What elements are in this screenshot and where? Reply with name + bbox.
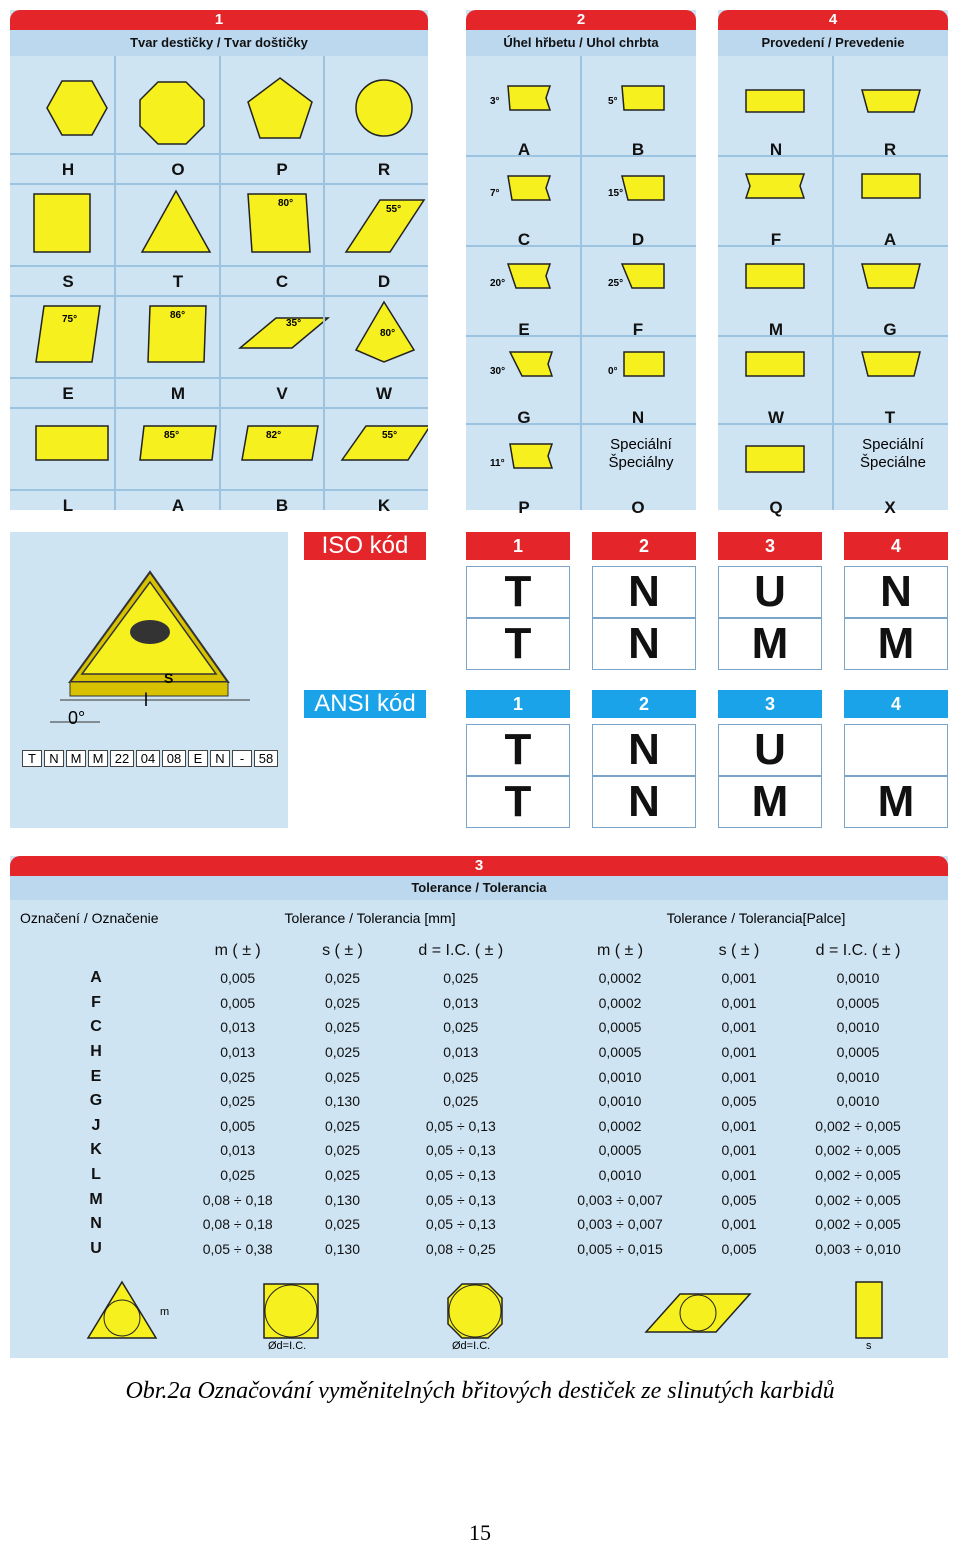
tol-value-cell: 0,001 (721, 970, 757, 987)
tol-code-cell: C (90, 1018, 102, 1036)
rhombus-55-shape (346, 200, 424, 252)
tol-value-cell: 0,001 (721, 1019, 757, 1036)
tol-value-cell: 0,025 (220, 1167, 256, 1184)
tol-value-cell: 0,025 (220, 1093, 256, 1110)
tol-value-cell: 0,005 (220, 994, 256, 1011)
tol-value-cell: 0,013 (220, 1019, 256, 1036)
clearance-label: G (517, 408, 531, 427)
tol-code-cell: L (91, 1166, 101, 1184)
tol-value-cell: 0,0005 (598, 1019, 642, 1036)
shape-label: H (61, 160, 75, 179)
clearance-label: B (631, 140, 645, 159)
angle-label: 3° (490, 96, 500, 107)
rhombus-35-shape (240, 318, 328, 348)
special-cz: Speciální (610, 436, 672, 453)
tol-value-cell: 0,025 (443, 1019, 479, 1036)
tol-value-cell: 0,08 ÷ 0,18 (202, 1216, 273, 1233)
tol-value-cell: 0,025 (324, 1167, 361, 1184)
shape-label: V (276, 384, 288, 403)
design-label: X (884, 498, 896, 517)
tol-value-cell: 0,013 (443, 1044, 479, 1061)
special-cz: Speciální (862, 436, 924, 453)
tol-value-cell: 0,002 ÷ 0,005 (815, 1191, 901, 1208)
tol-value-cell: 0,025 (220, 1068, 256, 1085)
figure-caption: Obr.2a Označování vyměnitelných břitových destiček ze slinutých karbidů (125, 1378, 835, 1404)
shape-panel-title: Tvar destičky / Tvar doštičky (10, 30, 428, 56)
tolerance-group-in: Tolerance / Tolerancia[Palce] (666, 910, 846, 926)
tol-value-cell: 0,0010 (598, 1167, 642, 1184)
tol-value-cell: 0,0010 (598, 1068, 642, 1085)
clearance-panel-title: Úhel hřbetu / Uhol chrbta (466, 30, 696, 56)
design-label: G (883, 320, 897, 339)
table-row (20, 1212, 938, 1237)
ansi-head: 3 (718, 690, 822, 718)
shape-label: D (377, 272, 391, 291)
tol-code-cell: K (90, 1141, 102, 1159)
tol-value-cell: 0,0005 (598, 1142, 642, 1159)
ansi-cell: N (592, 724, 696, 776)
angle-label: 82° (266, 430, 282, 441)
tol-diag-d: Ød=I.C. (268, 1340, 307, 1352)
tol-value-cell: 0,025 (324, 1068, 361, 1085)
tol-value-cell: 0,0010 (836, 970, 880, 987)
angle-label: 86° (170, 310, 186, 321)
tol-diag-m: m (160, 1306, 170, 1318)
ansi-cell: T (466, 724, 570, 776)
triangle-shape (142, 191, 210, 252)
iso-label: ISO kód (304, 532, 426, 560)
ansi-head: 2 (592, 690, 696, 718)
ansi-head: 4 (844, 690, 948, 718)
tol-code-cell: H (90, 1043, 102, 1061)
tol-value-cell: 0,0005 (836, 994, 880, 1011)
table-row (20, 1237, 938, 1262)
tol-value-cell: 0,05 ÷ 0,13 (425, 1142, 496, 1159)
iso-head: 1 (466, 532, 570, 560)
tol-value-cell: 0,025 (324, 1142, 361, 1159)
ansi-head: 1 (466, 690, 570, 718)
ansi-cell (844, 724, 948, 776)
tol-value-cell: 0,013 (220, 1044, 256, 1061)
tol-value-cell: 0,05 ÷ 0,13 (425, 1216, 496, 1233)
tol-value-cell: 0,003 ÷ 0,007 (577, 1191, 663, 1208)
tol-value-cell: 0,05 ÷ 0,13 (425, 1117, 496, 1134)
angle-label: 25° (608, 278, 624, 289)
table-row (20, 1089, 938, 1114)
tol-code-cell: F (91, 993, 101, 1011)
design-label: W (767, 408, 785, 427)
iso-head: 3 (718, 532, 822, 560)
tol-value-cell: 0,001 (721, 1117, 757, 1134)
angle-label: 55° (386, 204, 402, 215)
angle-label: 7° (490, 188, 500, 199)
shape-panel-number: 1 (10, 10, 428, 30)
table-row (20, 1015, 938, 1040)
tol-value-cell: 0,001 (721, 994, 757, 1011)
angle-label: 85° (164, 430, 180, 441)
iso-cell: N (844, 566, 948, 618)
design-label: A (883, 230, 897, 249)
tol-value-cell: 0,0010 (836, 1068, 880, 1085)
tol-value-cell: 0,025 (324, 1019, 361, 1036)
tol-value-cell: 0,08 ÷ 0,25 (425, 1240, 496, 1257)
design-label: T (884, 408, 896, 427)
iso-cell: U (718, 566, 822, 618)
special-sk: Špeciálne (860, 454, 926, 471)
insert-s-label: S (164, 670, 174, 686)
iso-cell: M (718, 618, 822, 670)
tol-value-cell: 0,005 (721, 1240, 757, 1257)
design-label: F (770, 230, 782, 249)
special-text (586, 436, 696, 472)
square-shape (34, 194, 90, 252)
tol-value-cell: 0,002 ÷ 0,005 (815, 1117, 901, 1134)
tol-value-cell: 0,013 (220, 1142, 256, 1159)
tol-head: s ( ± ) (322, 942, 363, 959)
tol-value-cell: 0,005 ÷ 0,015 (577, 1240, 663, 1257)
design-label: R (883, 140, 897, 159)
tol-value-cell: 0,0005 (836, 1044, 880, 1061)
tolerance-group-mm: Tolerance / Tolerancia [mm] (284, 910, 456, 926)
code-cell: E (188, 750, 208, 767)
iso-cell: T (466, 618, 570, 670)
code-cell: N (44, 750, 64, 767)
tol-code-cell: E (90, 1067, 102, 1085)
shape-label: M (170, 384, 186, 403)
tolerance-panel-number: 3 (10, 856, 948, 876)
iso-cell: N (592, 618, 696, 670)
tol-value-cell: 0,013 (443, 994, 479, 1011)
clearance-label: O (631, 498, 645, 517)
tol-value-cell: 0,025 (324, 1044, 361, 1061)
tol-head: m ( ± ) (214, 942, 261, 959)
clearance-label: N (631, 408, 645, 427)
angle-label: 5° (608, 96, 618, 107)
tol-value-cell: 0,130 (324, 1240, 361, 1257)
tol-value-cell: 0,003 ÷ 0,010 (815, 1240, 901, 1257)
tol-code-cell: J (91, 1116, 101, 1134)
clearance-angle-panel (466, 10, 696, 517)
pentagon-shape (248, 78, 312, 138)
design-label: N (769, 140, 783, 159)
tol-code-cell: N (90, 1215, 102, 1233)
special-text (838, 436, 948, 472)
design-label: M (768, 320, 784, 339)
tol-value-cell: 0,130 (324, 1191, 361, 1208)
angle-label: 35° (286, 318, 302, 329)
angle-label: 20° (490, 278, 506, 289)
insert-diagram-panel (10, 532, 288, 828)
tol-head: d = I.C. ( ± ) (418, 942, 504, 959)
tol-value-cell: 0,002 ÷ 0,005 (815, 1142, 901, 1159)
tolerance-panel (10, 856, 948, 1358)
tol-value-cell: 0,05 ÷ 0,13 (425, 1191, 496, 1208)
angle-label: 55° (382, 430, 398, 441)
ansi-label: ANSI kód (304, 690, 426, 718)
clearance-panel-number: 2 (466, 10, 696, 30)
tol-value-cell: 0,001 (721, 1142, 757, 1159)
tol-diag-s: s (866, 1340, 872, 1352)
tol-value-cell: 0,005 (721, 1191, 757, 1208)
tol-value-cell: 0,05 ÷ 0,38 (202, 1240, 273, 1257)
iso-head: 4 (844, 532, 948, 560)
code-cell: 22 (110, 750, 134, 767)
tol-code-cell: G (89, 1092, 103, 1110)
shape-label: R (377, 160, 391, 179)
ansi-cell: T (466, 776, 570, 828)
clearance-label: C (517, 230, 531, 249)
tol-value-cell: 0,0010 (598, 1093, 642, 1110)
ansi-cell: N (592, 776, 696, 828)
tol-value-cell: 0,005 (721, 1093, 757, 1110)
tol-value-cell: 0,025 (324, 1117, 361, 1134)
tol-head: m ( ± ) (596, 942, 644, 959)
tolerance-table (20, 936, 938, 1261)
tol-value-cell: 0,08 ÷ 0,18 (202, 1191, 273, 1208)
tol-value-cell: 0,0010 (836, 1093, 880, 1110)
code-cell: T (22, 750, 42, 767)
shape-label: T (172, 272, 184, 291)
shape-panel (10, 10, 428, 515)
shape-label: C (275, 272, 289, 291)
tol-value-cell: 0,003 ÷ 0,007 (577, 1216, 663, 1233)
tol-value-cell: 0,0010 (836, 1019, 880, 1036)
iso-cell: T (466, 566, 570, 618)
table-row (20, 1138, 938, 1163)
table-row (20, 1064, 938, 1089)
code-cell: M (88, 750, 108, 767)
tol-diag-d: Ød=I.C. (452, 1340, 491, 1352)
angle-label: 30° (490, 366, 506, 377)
ansi-cell: U (718, 724, 822, 776)
page-number: 15 (469, 1520, 491, 1545)
shape-label: P (276, 160, 288, 179)
tol-value-cell: 0,05 ÷ 0,13 (425, 1167, 496, 1184)
insert-drawing (10, 532, 288, 732)
table-row (20, 1040, 938, 1065)
tol-value-cell: 0,025 (443, 970, 479, 987)
tolerance-panel-title: Tolerance / Tolerancia (10, 876, 948, 900)
tol-value-cell: 0,025 (324, 994, 361, 1011)
insert-l-label: l (144, 690, 148, 710)
design-panel-title: Provedení / Prevedenie (718, 30, 948, 56)
design-label: Q (769, 498, 783, 517)
iso-head: 2 (592, 532, 696, 560)
code-cell: - (232, 750, 252, 767)
tol-value-cell: 0,025 (443, 1093, 479, 1110)
shape-label: A (171, 496, 185, 515)
shape-label: K (377, 496, 391, 515)
angle-label: 11° (490, 458, 505, 469)
tol-value-cell: 0,0002 (598, 994, 642, 1011)
code-cell: M (66, 750, 86, 767)
code-cell: N (210, 750, 230, 767)
clearance-label: F (632, 320, 644, 339)
design-panel-number: 4 (718, 10, 948, 30)
table-row (20, 991, 938, 1016)
tol-value-cell: 0,025 (324, 1216, 361, 1233)
angle-label: 0° (608, 366, 618, 377)
tol-value-cell: 0,0002 (598, 970, 642, 987)
table-row (20, 1114, 938, 1139)
tol-value-cell: 0,002 ÷ 0,005 (815, 1167, 901, 1184)
tol-value-cell: 0,005 (220, 1117, 256, 1134)
clearance-label: P (518, 498, 530, 517)
clearance-label: E (518, 320, 530, 339)
octagon-shape (140, 82, 204, 144)
insert-angle-label: 0° (68, 708, 86, 728)
hexagon-shape (47, 81, 107, 135)
code-cell: 04 (136, 750, 160, 767)
code-cell: 58 (254, 750, 278, 767)
tol-value-cell: 0,0005 (598, 1044, 642, 1061)
ansi-cell: M (718, 776, 822, 828)
tol-head: s ( ± ) (718, 942, 760, 959)
table-row (20, 966, 938, 991)
rectangle-shape (36, 426, 108, 460)
insert-code (22, 750, 278, 767)
circle-shape (356, 80, 412, 136)
shape-label: E (62, 384, 74, 403)
tol-value-cell: 0,001 (721, 1068, 757, 1085)
shape-label: B (275, 496, 289, 515)
special-sk: Špeciálny (608, 454, 674, 471)
shape-label: S (62, 272, 74, 291)
design-panel (718, 10, 948, 517)
tol-code-cell: M (89, 1190, 103, 1208)
tol-code-cell: A (90, 969, 102, 987)
shape-label: W (375, 384, 393, 403)
tol-value-cell: 0,001 (721, 1216, 757, 1233)
clearance-label: D (631, 230, 645, 249)
iso-cell: M (844, 618, 948, 670)
ansi-cell: M (844, 776, 948, 828)
angle-label: 80° (380, 328, 396, 339)
iso-cell: N (592, 566, 696, 618)
tol-code-cell: U (90, 1239, 102, 1257)
tol-head: d = I.C. ( ± ) (815, 942, 901, 959)
angle-label: 75° (62, 314, 78, 325)
tolerance-col-mark: Označení / Označenie (20, 910, 159, 926)
tol-value-cell: 0,0002 (598, 1117, 642, 1134)
tol-value-cell: 0,025 (443, 1068, 479, 1085)
clearance-label: A (517, 140, 531, 159)
table-row (20, 1163, 938, 1188)
tol-value-cell: 0,001 (721, 1044, 757, 1061)
table-row (20, 1187, 938, 1212)
code-cell: 08 (162, 750, 186, 767)
angle-label: 15° (608, 188, 624, 199)
tolerance-rows (20, 966, 938, 1261)
tol-value-cell: 0,002 ÷ 0,005 (815, 1216, 901, 1233)
shape-label: O (171, 160, 185, 179)
shape-label: L (62, 496, 74, 515)
angle-label: 80° (278, 198, 294, 209)
tol-value-cell: 0,001 (721, 1167, 757, 1184)
tol-value-cell: 0,025 (324, 970, 361, 987)
tol-value-cell: 0,130 (324, 1093, 361, 1110)
tol-value-cell: 0,005 (220, 970, 256, 987)
